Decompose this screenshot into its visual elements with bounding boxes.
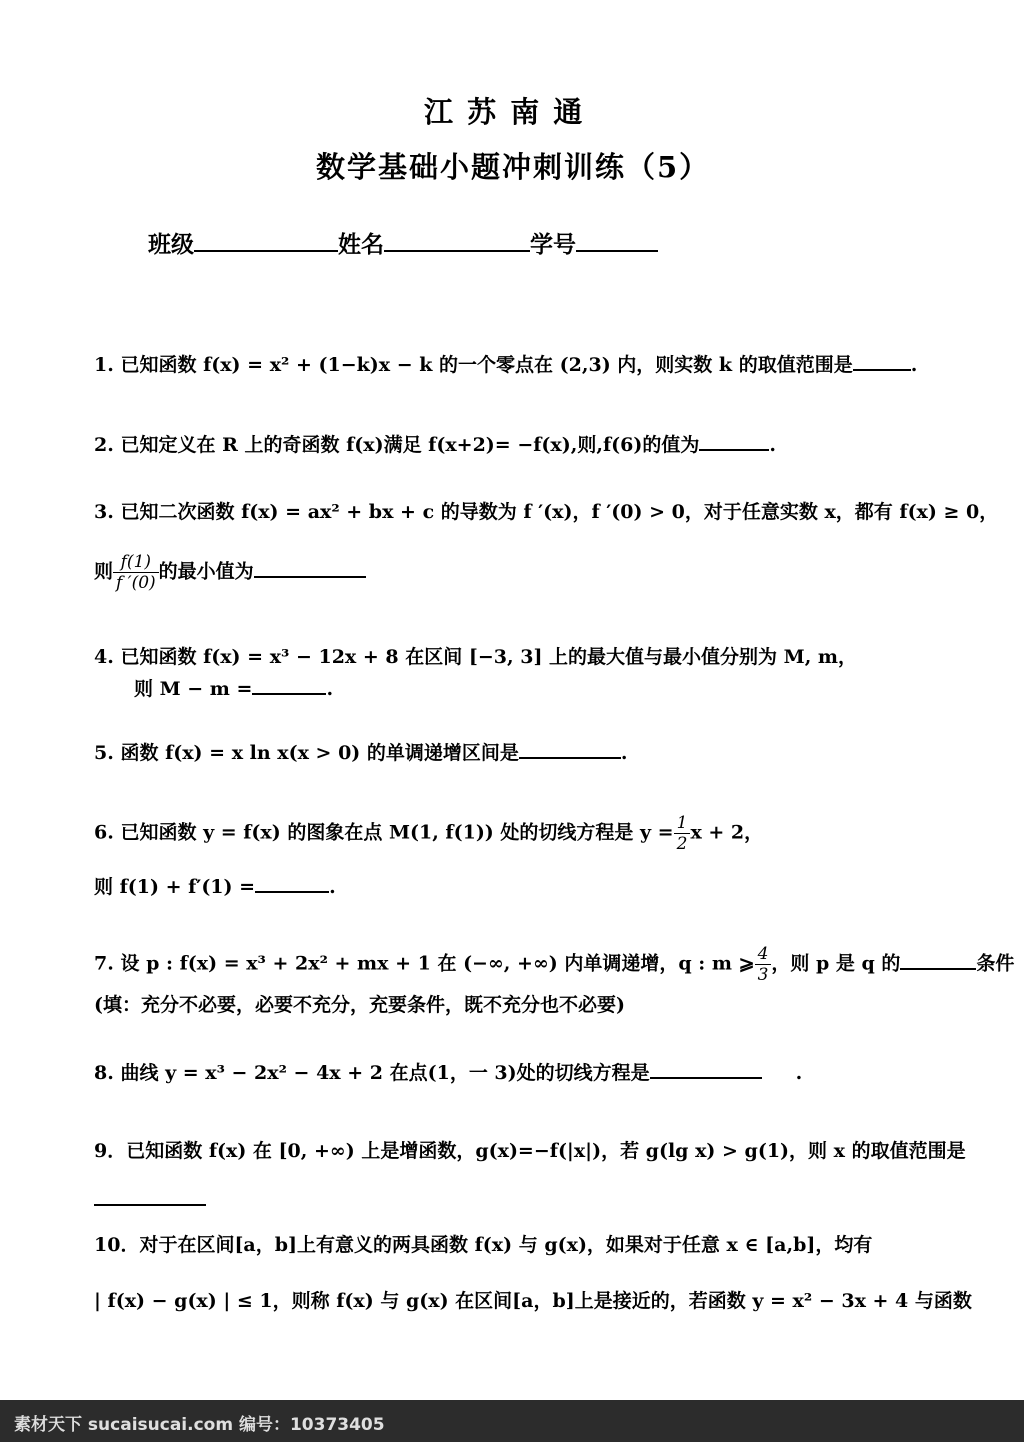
watermark-text: 素材天下 sucaisucai.com 编号：10373405 [14,1415,385,1435]
question-4-answer-blank[interactable] [252,675,326,695]
question-5 [94,738,628,765]
question-3-prefix: 则 [94,560,114,583]
page-title-region: 江 苏 南 通 [424,95,585,129]
question-10-line-2: | f(x) − g(x) | ≤ 1，则称 f(x) 与 g(x) 在区间[a，b]上是接近的，若函数 y = x² − 3x + 4 与函数 [94,1290,972,1312]
question-8-text: 8. 曲线 y = x³ − 2x² − 4x + 2 在点(1，一 3)处的切线方程是 [94,1062,650,1084]
question-9: 9．已知函数 f(x) 在 [0, +∞) 上是增函数，g(x)=−f(|x|)，若 g(lg x) > g(1)，则 x 的取值范围是 [94,1140,966,1162]
number-label: 学号 [530,231,576,258]
question-3-fraction [113,552,159,593]
question-7-text: 7. 设 p : f(x) = x³ + 2x² + mx + 1 在 (−∞, +∞) 内单调递增，q : m ⩾ [94,952,755,975]
question-2 [94,430,776,457]
question-3-answer-blank[interactable] [254,558,366,578]
question-2-answer-blank[interactable] [699,431,769,451]
question-1-end: . [910,354,918,376]
question-5-text: 5. 函数 f(x) = x ln x(x > 0) 的单调递增区间是 [94,742,519,764]
question-7-frac-num: 4 [755,944,772,965]
watermark-bar [0,1400,1024,1442]
question-5-end: . [620,742,628,764]
question-8-end: . [795,1062,803,1084]
question-3-line-2 [94,552,366,593]
question-8 [94,1058,802,1085]
question-3-suffix: 的最小值为 [158,560,254,583]
question-1 [94,350,917,377]
question-4-text: 则 M − m = [134,678,253,700]
question-9-answer-blank[interactable] [94,1186,206,1206]
question-4-line-1: 4. 已知函数 f(x) = x³ − 12x + 8 在区间 [−3, 3] 上的最大值与最小值分别为 M, m， [94,646,858,668]
question-10-line-1: 10．对于在区间[a，b]上有意义的两具函数 f(x) 与 g(x)，如果对于任意 x ∈ [a,b]，均有 [94,1234,873,1256]
question-7-frac-den: 3 [757,965,769,985]
name-label: 姓名 [338,231,384,258]
class-label: 班级 [148,231,194,258]
question-6-line-2 [94,872,336,899]
question-8-answer-blank[interactable] [650,1059,762,1079]
question-1-text: 1. 已知函数 f(x) = x² + (1−k)x − k 的一个零点在 (2,3) 内，则实数 k 的取值范围是 [94,354,853,376]
question-4-line-2 [134,674,333,701]
question-6-text: 6. 已知函数 y = f(x) 的图象在点 M(1, f(1)) 处的切线方程是 y = [94,821,674,844]
question-6-fraction [674,813,691,854]
question-7-fraction [755,944,772,985]
question-7-line-1 [94,944,1014,985]
number-blank[interactable] [576,232,658,252]
question-4-end: . [326,678,334,700]
question-9-answer-row [94,1186,206,1211]
question-3-frac-num: f(1) [113,552,159,573]
question-3-line-1: 3. 已知二次函数 f(x) = ax² + bx + c 的导数为 f ′(x)，f ′(0) > 0，对于任意实数 x，都有 f(x) ≥ 0， [94,501,999,523]
question-6-text-end: x + 2， [690,821,764,844]
question-6-frac-num: 1 [674,813,691,834]
question-6-text-2: 则 f(1) + f′(1) = [94,876,256,898]
student-info-row [148,226,658,259]
question-2-text: 2. 已知定义在 R 上的奇函数 f(x)满足 f(x+2)= −f(x),则,f(6)的值为 [94,434,700,456]
page-title: 数学基础小题冲刺训练（5） [316,150,711,184]
question-7-text-2: ，则 p 是 q 的 [771,952,901,975]
question-7-answer-blank[interactable] [900,950,976,970]
name-blank[interactable] [384,232,530,252]
question-6-frac-den: 2 [676,834,688,854]
question-6-end: . [329,876,336,898]
question-1-answer-blank[interactable] [853,351,911,371]
question-7-line-2: (填：充分不必要，必要不充分，充要条件，既不充分也不必要) [94,994,625,1016]
question-2-end: . [769,434,776,456]
question-6-line-1 [94,813,763,854]
class-blank[interactable] [194,232,338,252]
question-5-answer-blank[interactable] [519,739,621,759]
question-3-frac-den: f ′(0) [116,573,156,593]
question-7-condition: 条件 [976,952,1015,975]
question-6-answer-blank[interactable] [255,873,329,893]
